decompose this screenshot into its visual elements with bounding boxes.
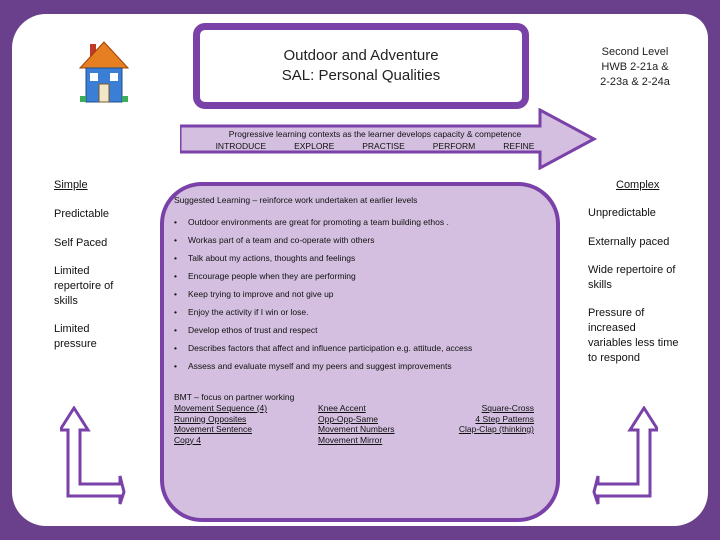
stage-list (180, 140, 570, 152)
bmt-column-3 (454, 403, 534, 435)
stage-practise: PRACTISE (362, 141, 405, 151)
level-line-2: HWB 2-21a & (601, 60, 669, 73)
level-line-1: Second Level (601, 45, 669, 58)
list-item-text: Outdoor environments are great for promoting a team building ethos . (188, 217, 449, 227)
bmt-item: Movement Sequence (4) (174, 403, 268, 413)
bullet-glyph: • (174, 217, 177, 227)
list-item (174, 216, 472, 234)
left-item-limited-repertoire: Limited repertoire of skills (54, 265, 114, 307)
list-item-text: Describes factors that affect and influence participation e.g. attitude, access (188, 343, 473, 353)
list-item-text: Assess and evaluate myself and my peers and suggest improvements (188, 361, 452, 371)
left-item-limited-pressure: Limited pressure (54, 323, 97, 350)
level-line-3: 2-23a & 2-24a (600, 75, 670, 88)
stage-refine: REFINE (503, 141, 535, 151)
stage-introduce: INTRODUCE (215, 141, 267, 151)
bmt-item: Clap-Clap (thinking) (458, 424, 534, 434)
level-box (562, 14, 708, 120)
right-item-unpredictable: Unpredictable (588, 207, 656, 219)
bullet-glyph: • (174, 253, 177, 263)
right-item-externally-paced: Externally paced (588, 236, 670, 248)
simple-label: Simple (54, 179, 88, 191)
bmt-column-1 (174, 403, 267, 445)
list-item (174, 234, 472, 252)
bullet-glyph: • (174, 307, 177, 317)
progression-caption: Progressive learning contexts as the learner develops capacity & competence (228, 129, 522, 139)
bullet-glyph: • (174, 235, 177, 245)
bullet-glyph: • (174, 361, 177, 371)
list-item (174, 306, 472, 324)
corner-arrow-right-icon (592, 406, 658, 506)
list-item (174, 288, 472, 306)
list-item (174, 360, 472, 378)
bmt-item: Square-Cross (481, 403, 534, 413)
corner-arrow-left-icon (60, 406, 126, 506)
list-item-text: Encourage people when they are performing (188, 271, 356, 281)
suggested-heading: Suggested Learning – reinforce work undertaken at earlier levels (174, 195, 418, 205)
stage-perform: PERFORM (432, 141, 476, 151)
left-item-predictable: Predictable (54, 208, 110, 220)
list-item (174, 342, 472, 360)
title-box (193, 23, 529, 109)
list-item-text: Keep trying to improve and not give up (188, 289, 334, 299)
list-item-text: Enjoy the activity if I win or lose. (188, 307, 309, 317)
list-item-text: Develop ethos of trust and respect (188, 325, 318, 335)
bmt-item: Movement Sentence (174, 424, 252, 434)
bmt-item: Running Opposites (174, 413, 247, 424)
title-line-2: SAL: Personal Qualities (281, 67, 441, 84)
list-item-text: Workas part of a team and co-operate with others (188, 235, 375, 245)
bmt-item: Knee Accent (318, 403, 366, 413)
complex-label: Complex (616, 179, 660, 191)
bmt-item: Movement Mirror (318, 434, 383, 445)
bmt-item: Movement Numbers (318, 424, 395, 434)
bullet-glyph: • (174, 325, 177, 335)
suggested-list (174, 216, 472, 378)
right-item-pressure: Pressure of increased variables less time to respond (588, 307, 679, 364)
bmt-heading: BMT – focus on partner working (174, 392, 295, 402)
bmt-item: Opp-Opp-Same (318, 413, 378, 424)
bmt-item: Copy 4 (174, 434, 201, 445)
home-icon[interactable] (78, 40, 130, 104)
progression-text (180, 128, 570, 152)
bmt-column-2 (318, 403, 395, 445)
title-line-1: Outdoor and Adventure (283, 47, 439, 64)
left-item-self-paced: Self Paced (54, 237, 108, 249)
list-item (174, 252, 472, 270)
bullet-glyph: • (174, 343, 177, 353)
list-item (174, 324, 472, 342)
right-item-wide-repertoire: Wide repertoire of skills (588, 264, 676, 291)
stage-explore: EXPLORE (294, 141, 335, 151)
list-item-text: Talk about my actions, thoughts and feelings (188, 253, 356, 263)
list-item (174, 270, 472, 288)
bullet-glyph: • (174, 289, 177, 299)
bmt-item: 4 Step Patterns (475, 413, 534, 424)
bullet-glyph: • (174, 271, 177, 281)
